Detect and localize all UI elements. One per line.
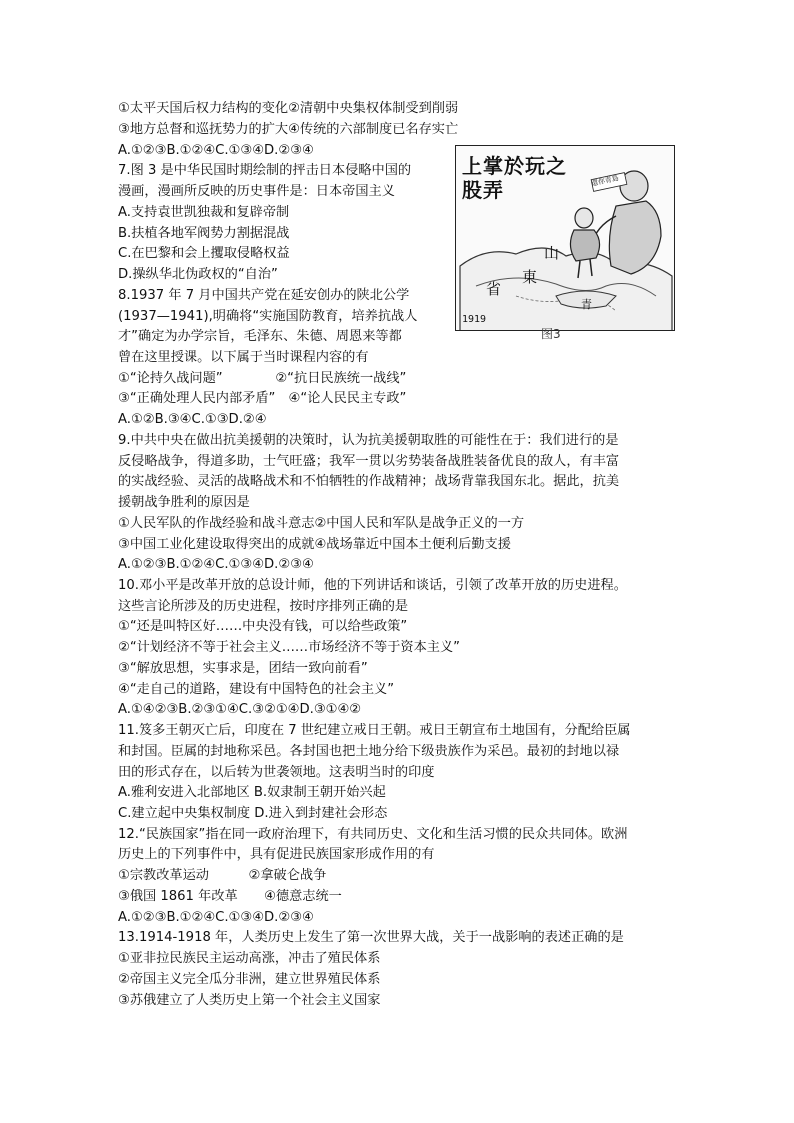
text-line: 这些言论所涉及的历史进程，按时序排列正确的是 [118,599,409,614]
text-line: 漫画，漫画所反映的历史事件是：日本帝国主义 [118,184,395,199]
text-line: 的实战经验、灵活的战略战术和不怕牺牲的作战精神；战场背靠我国东北。据此，抗美 [118,474,620,489]
map-label-1: 山 [544,244,560,262]
text-line: ②“计划经济不等于社会主义……市场经济不等于资本主义” [118,640,460,655]
text-line: ③地方总督和巡抚势力的扩大④传统的六部制度已名存实亡 [118,122,459,137]
text-line: ②帝国主义完全瓜分非洲，建立世界殖民体系 [118,972,381,987]
text-line: ③苏俄建立了人类历史上第一个社会主义国家 [118,993,381,1008]
text-line: 和封国。臣属的封地称采邑。各封国也把土地分给下级贵族作为采邑。最初的封地以禄 [118,744,620,759]
text-line: ③中国工业化建设取得突出的成就④战场靠近中国本土便利后勤支援 [118,537,511,552]
text-line: 反侵略战争，得道多助，士气旺盛；我军一贯以劣势装备战胜装备优良的敌人，有丰富 [118,454,620,469]
cartoon-year: 1919 [462,314,487,325]
map-label-3: 省 [486,280,502,298]
text-line: 田的形式存在，以后转为世袭领地。这表明当时的印度 [118,765,435,780]
option-a: A.支持袁世凯独裁和复辟帝制 [118,205,290,220]
answer-options: A.①②③B.①②④C.①③④D.②③④ [118,557,314,572]
text-line: ①“论持久战问题” ②“抗日民族统一战线” [118,371,407,386]
figure-3 [455,145,675,341]
text-line: (1937—1941),明确将“实施国防教育，培养抗战人 [118,309,418,324]
text-line: C.建立起中央集权制度 D.进入到封建社会形态 [118,806,388,821]
question-12-stem: 12.“民族国家”指在同一政府治理下，有共同历史、文化和生活习惯的民众共同体。欧洲 [118,827,628,842]
question-10-stem: 10.邓小平是改革开放的总设计师，他的下列讲话和谈话，引领了改革开放的历史进程。 [118,578,627,593]
scroll-label: 還你青島 [590,174,620,188]
text-line: 援朝战争胜利的原因是 [118,495,250,510]
answer-options: A.①④②③B.②③①④C.③②①④D.③①④② [118,702,362,717]
text-line: ①人民军队的作战经验和战斗意志②中国人民和军队是战争正义的一方 [118,516,525,531]
answer-options: A.①②B.③④C.①③D.②④ [118,412,267,427]
question-11-stem: 11.笈多王朝灭亡后，印度在 7 世纪建立戒日王朝。戒日王朝宣布土地国有，分配给臣属 [118,723,631,738]
text-line: A.①②③B.①②④C.①③④D.②③④ [118,143,314,158]
text-line: ③“正确处理人民内部矛盾” ④“论人民民主专政” [118,391,407,406]
question-7-stem: 7.图 3 是中华民国时期绘制的抨击日本侵略中国的 [118,163,412,178]
text-line: A.雅利安进入北部地区 B.奴隶制王朝开始兴起 [118,785,386,800]
question-8-stem: 8.1937 年 7 月中国共产党在延安创办的陕北公学 [118,288,410,303]
text-line: ①宗教改革运动 ②拿破仑战争 [118,868,327,883]
text-line: ①“还是叫特区好……中央没有钱，可以给些政策” [118,619,408,634]
text-line: ①太平天国后权力结构的变化②清朝中央集权体制受到削弱 [118,101,459,116]
map-label-2: 東 [522,268,538,286]
question-13-stem: 13.1914-1918 年，人类历史上发生了第一次世界大战，关于一战影响的表述正确的是 [118,930,624,945]
text-line: ④“走自己的道路，建设有中国特色的社会主义” [118,682,395,697]
option-c: C.在巴黎和会上攫取侵略权益 [118,246,290,261]
text-line: 曾在这里授课。以下属于当时课程内容的有 [118,350,369,365]
text-line: ①亚非拉民族民主运动高涨，冲击了殖民体系 [118,951,381,966]
text-line: ③俄国 1861 年改革 ④德意志统一 [118,889,342,904]
text-line: ③“解放思想，实事求是，团结一致向前看” [118,661,368,676]
cartoon-title: 上掌於玩之股弄 [462,154,567,202]
question-9-stem: 9.中共中央在做出抗美援朝的决策时，认为抗美援朝取胜的可能性在于：我们进行的是 [118,433,619,448]
text-line: 才”确定为办学宗旨，毛泽东、朱德、周恩来等都 [118,329,402,344]
answer-options: A.①②③B.①②④C.①③④D.②③④ [118,910,314,925]
map-label-4: 青 [581,298,592,311]
figure-caption: 图3 [541,327,561,341]
option-b: B.扶植各地军阀势力割据混战 [118,226,290,241]
text-line: 历史上的下列事件中，具有促进民族国家形成作用的有 [118,847,435,862]
cartoon-image [455,145,675,331]
option-d: D.操纵华北伪政权的“自治” [118,267,278,282]
